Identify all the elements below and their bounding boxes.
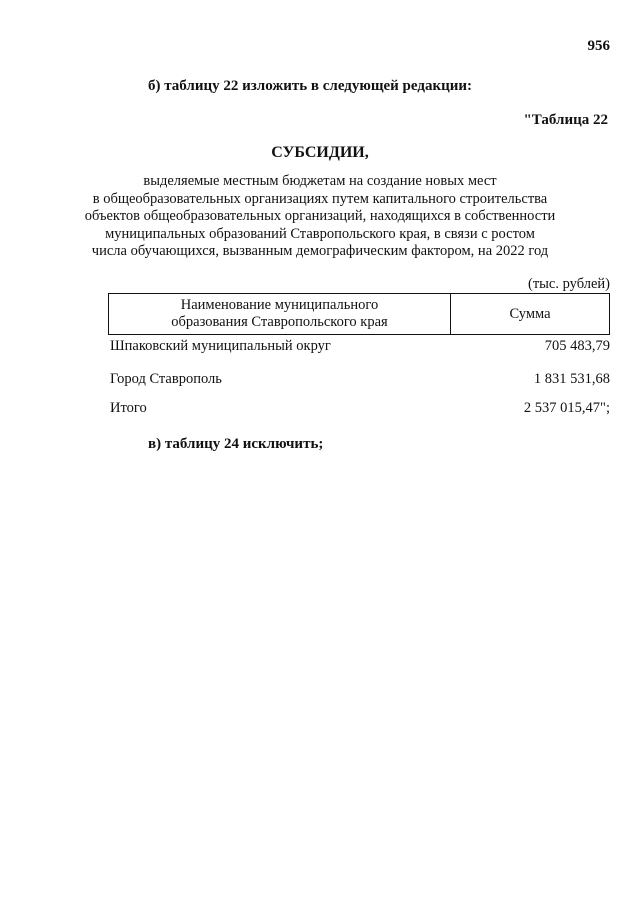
- row-amount: 1 831 531,68: [533, 371, 610, 387]
- header-sum-cell: Сумма: [509, 305, 551, 322]
- subtitle-line: числа обучающихся, вызванным демографическим фактором, на 2022 год: [91, 243, 549, 259]
- table-label: "Таблица 22: [523, 112, 608, 128]
- intro-paragraph-b: б) таблицу 22 изложить в следующей редакции:: [148, 78, 473, 94]
- header-name-line: образования Ставропольского края: [171, 314, 388, 330]
- page-number: 956: [587, 38, 610, 54]
- row-name: Город Ставрополь: [110, 371, 222, 387]
- row-amount: 705 483,79: [544, 338, 610, 354]
- row-name: Шпаковский муниципальный округ: [110, 338, 331, 354]
- subtitle-line: выделяемые местным бюджетам на создание новых мест: [143, 173, 497, 189]
- table-header: [108, 293, 610, 335]
- intro-paragraph-v: в) таблицу 24 исключить;: [148, 436, 324, 452]
- subtitle-line: муниципальных образований Ставропольского края, в связи с ростом: [105, 225, 535, 242]
- header-name-line: Наименование муниципального: [180, 297, 379, 313]
- row-amount: 2 537 015,47";: [523, 400, 610, 416]
- subtitle-line: объектов общеобразовательных организаций, находящихся в собственности: [84, 208, 556, 224]
- subtitle-line: в общеобразовательных организациях путем капитального строительства: [92, 190, 548, 207]
- document-subtitle: [0, 173, 640, 261]
- units-label: (тыс. рублей): [528, 276, 610, 292]
- header-name-cell: [109, 294, 451, 334]
- document-title: СУБСИДИИ,: [271, 144, 369, 161]
- row-name: Итого: [110, 400, 147, 416]
